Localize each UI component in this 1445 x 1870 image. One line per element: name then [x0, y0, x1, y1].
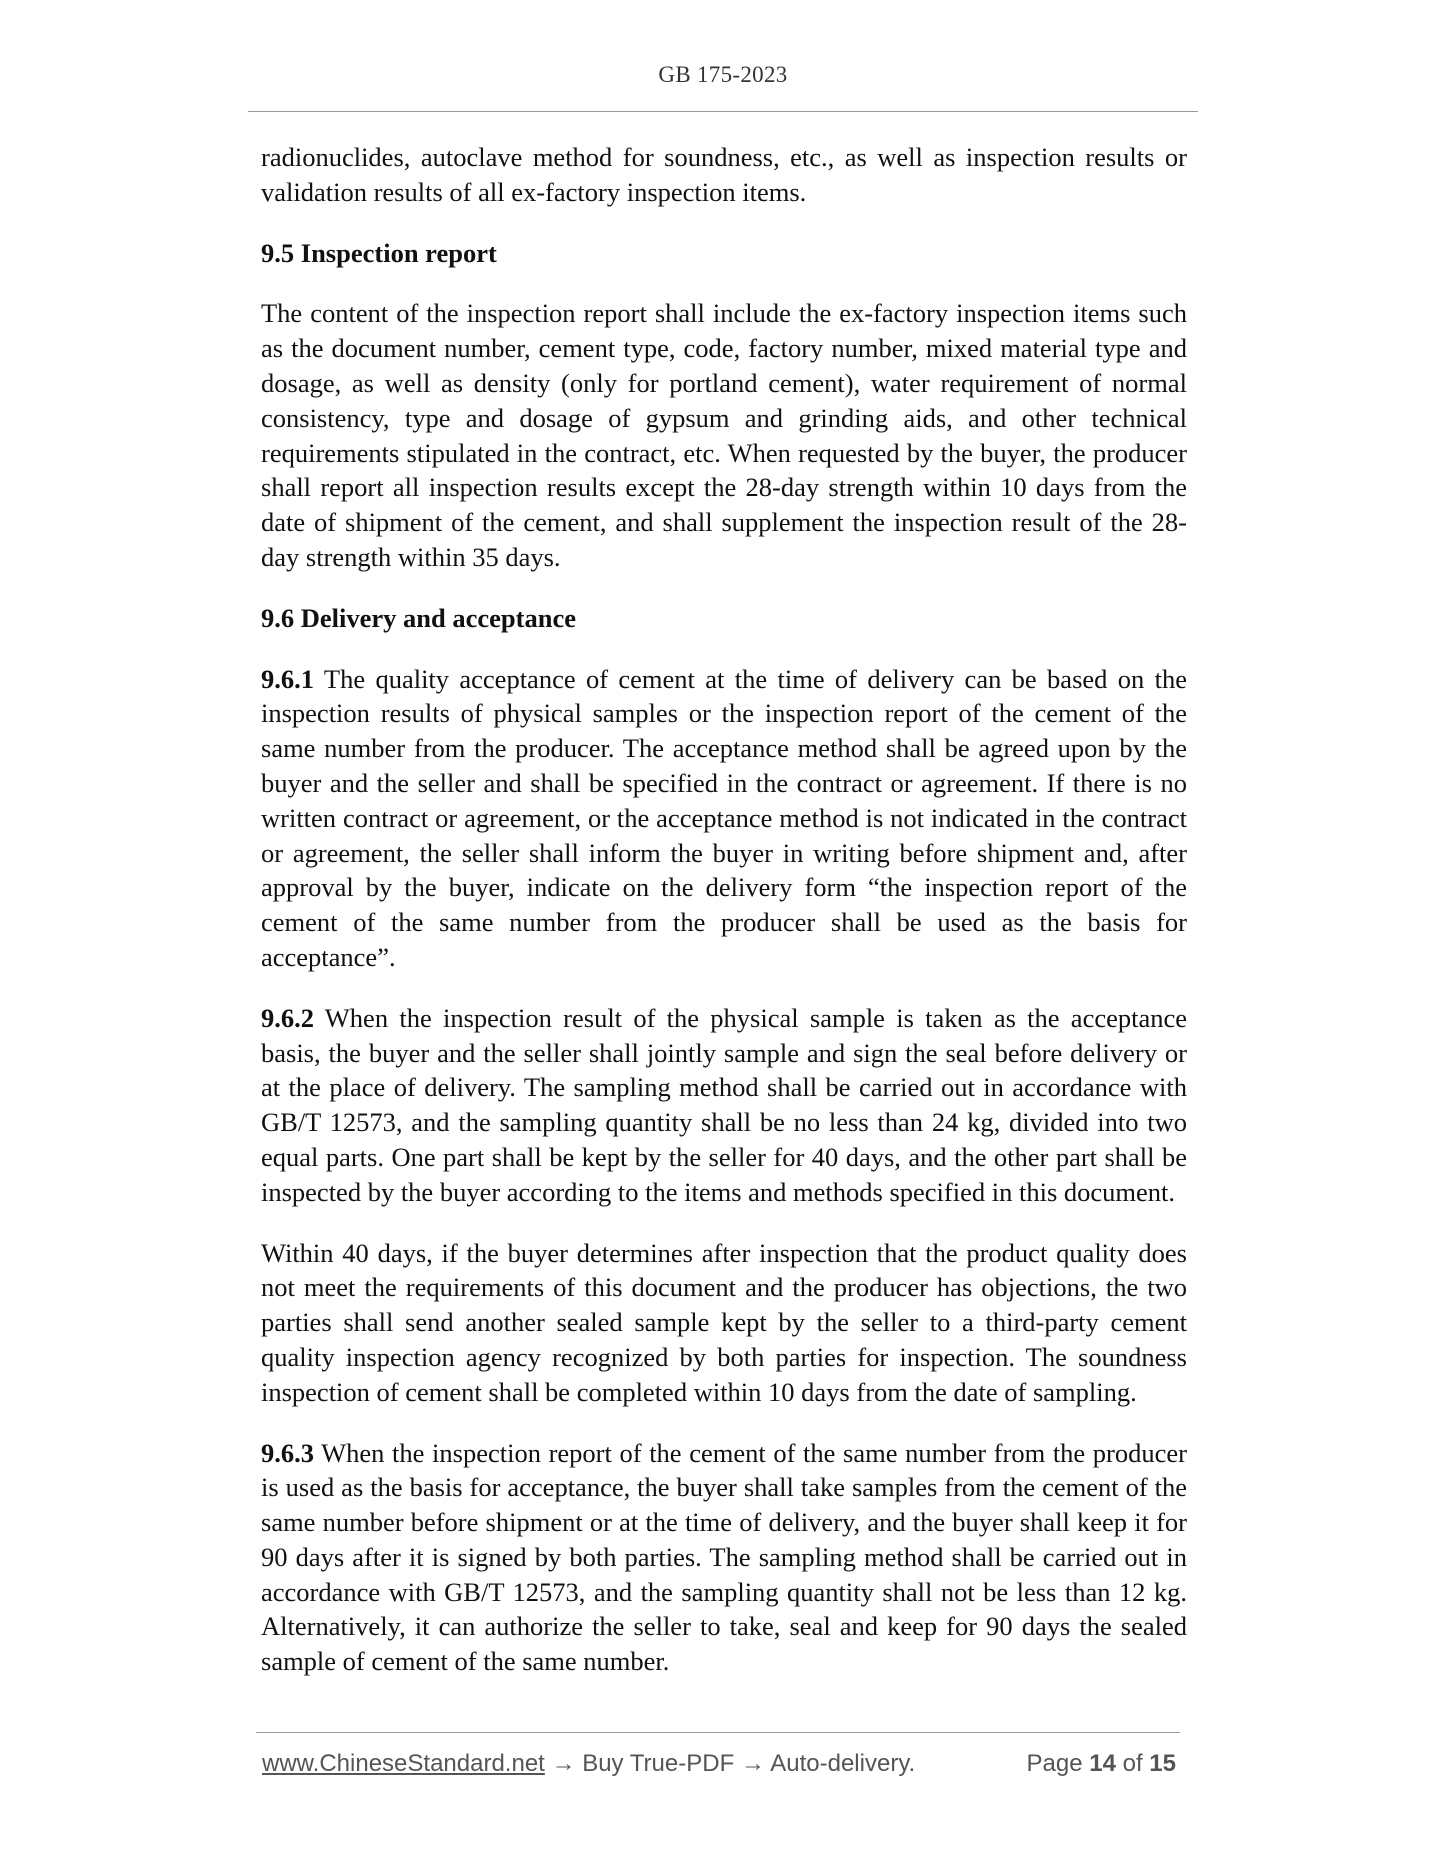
page-footer: [262, 1750, 1180, 1784]
page-total: 15: [1149, 1750, 1176, 1777]
clause-9-6-3: [261, 1436, 1187, 1680]
clause-9-6-2: [261, 1001, 1187, 1210]
footer-divider: [256, 1732, 1180, 1733]
clause-text: The quality acceptance of cement at the time of delivery can be based on the inspection results of physical samples or the inspection report of the cement of the same number from the producer. The acceptance method shall be agreed upon by the buyer and the seller and shall be specified in the contract or agreement. If there is no written contract or agreement, or the acceptance method is not indicated in the contract or agreement, the seller shall inform the buyer in writing before shipment and, after approval by the buyer, indicate on the delivery form “the inspection report of the cement of the same number from the producer shall be used as the basis for acceptance”.: [261, 663, 1187, 972]
page-current: 14: [1089, 1750, 1116, 1777]
website-link[interactable]: www.ChineseStandard.net: [262, 1750, 545, 1777]
header-divider: [248, 111, 1198, 112]
footer-promo: [262, 1750, 915, 1778]
clause-number: 9.6.3: [261, 1437, 314, 1468]
section-9-5-heading: 9.5 Inspection report: [261, 237, 497, 268]
clause-number: 9.6.2: [261, 1002, 314, 1033]
clause-text: When the inspection report of the cement of the same number from the producer is used as the basis for acceptance, the buyer shall take samples from the cement of the same number before shipment or at the time of delivery, and the buyer shall keep it for 90 days after it is signed by both parties. The sampling method shall be carried out in accordance with GB/T 12573, and the sampling quantity shall not be less than 12 kg. Alternatively, it can authorize the seller to take, seal and keep for 90 days the sealed sample of cement of the same number.: [261, 1437, 1187, 1677]
clause-number: 9.6.1: [261, 663, 314, 694]
document-body: [261, 140, 1187, 1705]
intro-paragraph: radionuclides, autoclave method for soundness, etc., as well as inspection results or validation results of all ex-factory inspection items.: [261, 142, 1187, 207]
section-9-6-heading: 9.6 Delivery and acceptance: [261, 602, 576, 633]
page-label: Page: [1026, 1750, 1083, 1777]
buy-text: Buy True-PDF: [582, 1750, 735, 1777]
clause-text: When the inspection result of the physical sample is taken as the acceptance basis, the buyer and the seller shall jointly sample and sign the seal before delivery or at the place of delivery. The sampling method shall be carried out in accordance with GB/T 12573, and the sampling quantity shall be no less than 24 kg, divided into two equal parts. One part shall be kept by the seller for 40 days, and the other part shall be inspected by the buyer according to the items and methods specified in this document.: [261, 1002, 1187, 1207]
page-of: of: [1122, 1750, 1143, 1777]
page-number: [1027, 1750, 1177, 1778]
clause-9-6-2-continuation: Within 40 days, if the buyer determines after inspection that the product quality does not meet the requirements of this document and the producer has objections, the two parties shall send another sealed sample kept by the seller to a third-party cement quality inspection agency recognized by both parties for inspection. The soundness inspection of cement shall be completed within 10 days from the date of sampling.: [261, 1237, 1187, 1407]
arrow-right-icon: →: [551, 1750, 576, 1777]
delivery-text: Auto-delivery.: [770, 1750, 916, 1777]
section-9-5-paragraph: The content of the inspection report shall include the ex-factory inspection items such as the document number, cement type, code, factory number, mixed material type and dosage, as well as density (only for portland cement), water requirement of normal consistency, type and dosage of gypsum and grinding aids, and other technical requirements stipulated in the contract, etc. When requested by the buyer, the producer shall report all inspection results except the 28-day strength within 10 days from the date of shipment of the cement, and shall supplement the inspection result of the 28-day strength within 35 days.: [261, 298, 1187, 572]
arrow-right-icon: →: [740, 1750, 765, 1777]
clause-9-6-1: [261, 662, 1187, 975]
page-header: GB 175-2023: [658, 62, 788, 87]
